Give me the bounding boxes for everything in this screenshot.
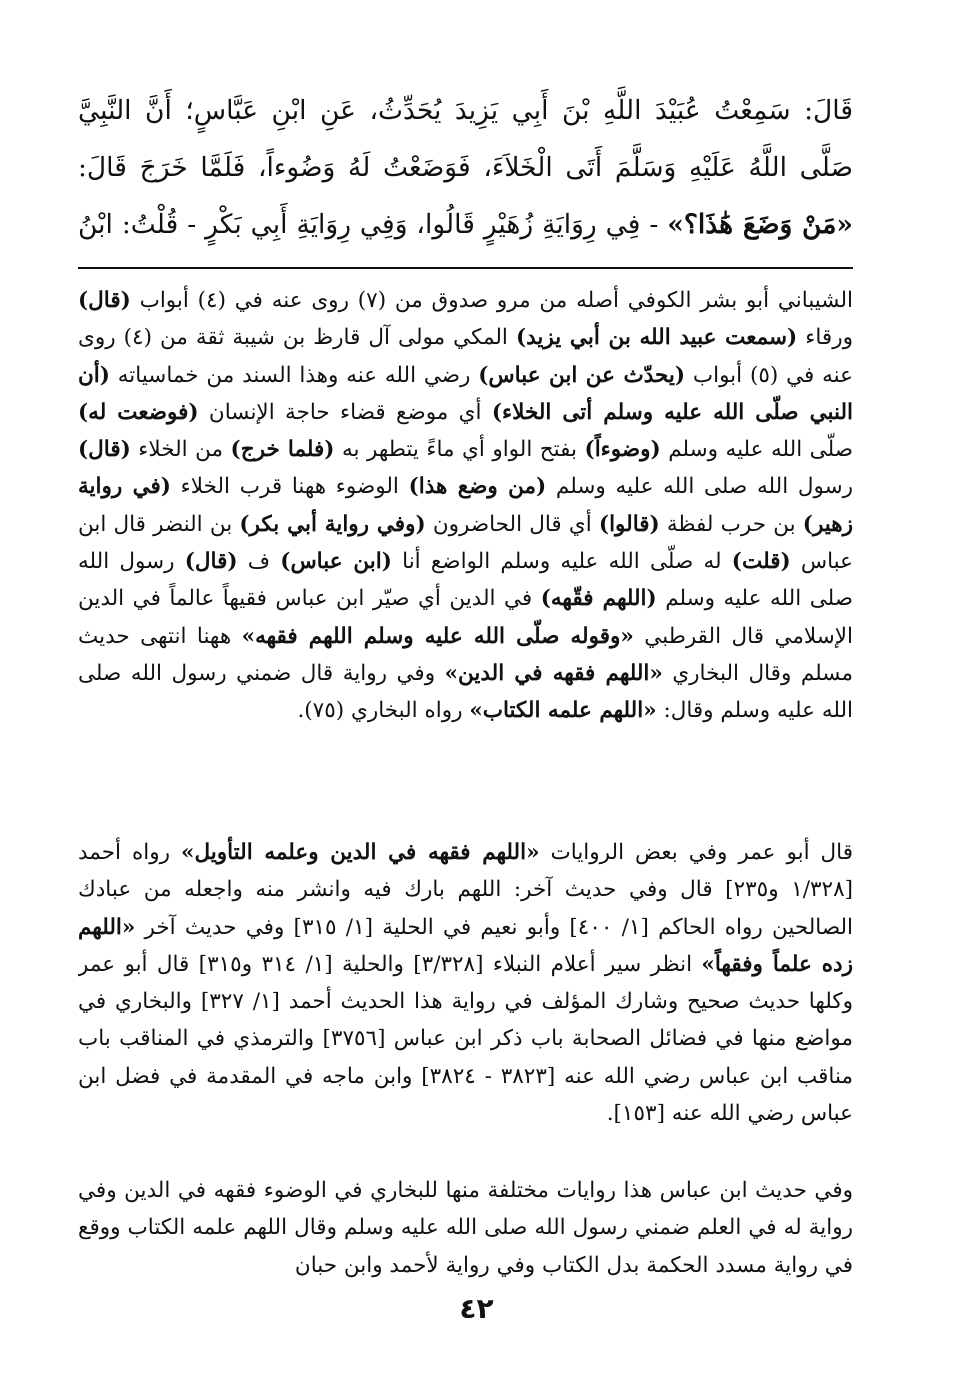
text-span: رواه البخاري (٧٥). — [297, 698, 470, 724]
bold-quote-span: «اللهم زده علماً وفقهاً» — [78, 914, 853, 977]
hadith-line-2: عَلَيْهِ وَسَلَّمَ أَتَى الْخَلاَءَ، فَوَضَعْتُ لَهُ وَضُوءاً، فَلَمَّا خَرَجَ قَالَ: — [78, 152, 736, 183]
bold-quote-span: (قلت) — [731, 549, 791, 575]
text-span: ورقاء — [797, 325, 853, 351]
footnote-separator — [78, 267, 853, 269]
bold-quote-span: (ابن عباس) — [280, 549, 392, 575]
bold-quote-span: «اللهم فقهه في الدين وعلمه التأويل» — [181, 840, 540, 865]
bold-quote-span: (فلما خرج) — [230, 437, 335, 463]
text-span: وفي رواية قال ضمني رسول الله صلى الله عليه وسلم وقال: — [78, 660, 853, 724]
text-span: قال أبو عمر وفي بعض الروايات — [539, 840, 853, 865]
text-span: رسول الله صلى الله عليه وسلم — [546, 474, 853, 500]
bold-quote-span: (اللهم فقّهه) — [540, 586, 657, 612]
commentary-paragraph-1 — [78, 282, 853, 804]
text-span: المكي مولى آل قارظ بن شيبة ثقة من (٤) روى عنه في (٥) أبواب — [78, 325, 853, 388]
text-span: ههنا انتهى حديث مسلم وقال البخاري — [78, 623, 853, 686]
commentary — [78, 282, 853, 1304]
text-span: رواه أحمد [١/٣٢٨ و٢٣٥] قال وفي حديث آخر: اللهم بارك فيه وانشر منه واجعله من عبادك الصالحين رواه الحاكم [١/ ٤٠٠] وأبو نعيم في الحلية [١/ ٣١٥] وفي حديث آخر — [78, 840, 853, 940]
hadith-quote-who-placed: «مَنْ وَضَعَ هَٰذَا؟» — [667, 209, 853, 240]
text-span: بن النضر قال ابن عباس — [78, 511, 853, 575]
text-span: له صلّى الله عليه وسلم الواضع أنا — [391, 549, 732, 575]
bold-quote-span: (فوضعت له) — [78, 399, 199, 425]
commentary-paragraph-3 — [78, 1172, 853, 1284]
hadith-line-1: قَالَ: سَمِعْتُ عُبَيْدَ اللَّهِ بْنَ أَبِي يَزِيدَ يُحَدِّثُ، عَنِ ابْنِ عَبَّاسٍ؛ أَنَّ النَّبِيَّ صَلَّى اللَّهُ — [78, 95, 853, 183]
bold-quote-span: (وفي رواية أبي بكر) — [239, 511, 426, 537]
text-span: أي موضع قضاء حاجة الإنسان — [198, 399, 492, 425]
bold-quote-span: (في رواية زهير) — [78, 474, 853, 537]
text-span: رضي الله عنه وهذا السند من خماسياته — [109, 362, 479, 388]
commentary-paragraph-2 — [78, 834, 853, 1134]
text-span: بفتح الواو أي ماءً يتطهر به — [334, 437, 585, 463]
text-span: الوضوء ههنا قرب الخلاء — [170, 474, 409, 500]
text-span: انظر سير أعلام النبلاء [٣/٣٢٨] والحلية [١/ ٣١٤ و٣١٥] قال أبو عمر وكلها حديث صحيح وشارك المؤلف في رواية هذا الحديث أحمد [١/ ٣٢٧] والبخاري في مواضع منها في فضائل الصحابة باب ذكر ابن عباس [٣٧٥٦] والترمذي في المناقب باب مناقب ابن عباس رضي الله عنه [٣٨٢٣ - ٣٨٢٤] وابن ماجه في المقدمة في فضل ابن عباس رضي الله عنه [١٥٣]. — [78, 951, 853, 1127]
bold-quote-span: (سمعت عبيد الله بن أبي يزيد) — [515, 325, 798, 351]
text-span: الشيباني أبو بشر الكوفي أصله من مرو صدوق من (٧) روى عنه في (٤) أبواب — [130, 288, 853, 313]
text-span: رسول الله صلى الله عليه وسلم — [78, 549, 853, 612]
page-number: ٤٢ — [459, 1292, 494, 1325]
hadith-dash: - — [649, 209, 659, 240]
bold-quote-span: (أن النبي صلّى الله عليه وسلم أتى الخلاء) — [78, 362, 853, 425]
bold-quote-span: (قال) — [184, 549, 238, 575]
bold-quote-span: (وضوءاً) — [584, 437, 661, 463]
hadith-text — [78, 82, 853, 253]
bold-quote-span: (قال) — [78, 437, 131, 463]
bold-quote-span: «اللهم فقهه في الدين» — [444, 660, 663, 686]
bold-quote-span: «وقوله صلّى الله عليه وسلم اللهم فقهه» — [241, 623, 634, 649]
bold-quote-span: (من وضع هذا) — [408, 474, 547, 500]
hadith-line-3: فِي رِوَايَةِ زُهَيْرٍ قَالُوا، وَفِي رِوَايَةِ أَبِي بَكْرٍ - قُلْتُ: ابْنُ — [78, 209, 641, 240]
bold-quote-span: (يحدّث عن ابن عباس) — [478, 362, 686, 388]
bold-quote-span: (قال) — [78, 288, 131, 313]
bold-quote-span: «اللهم علمه الكتاب» — [469, 698, 657, 724]
text-span: وفي حديث ابن عباس هذا روايات مختلفة منها للبخاري في الوضوء فقهه في الدين وفي رواية له في العلم ضمني رسول الله صلى الله عليه وسلم وقال اللهم علمه الكتاب ووقع في رواية مسدد الحكمة بدل الكتاب وفي رواية لأحمد وابن حبان — [78, 1178, 853, 1278]
text-span: صلّى الله عليه وسلم — [660, 437, 853, 463]
text-span: في الدين أي صيّر ابن عباس فقيهاً عالماً في الدين الإسلامي قال القرطبي — [78, 586, 853, 649]
bold-quote-span: (قالوا) — [598, 511, 660, 537]
text-span: أي قال الحاضرون — [425, 511, 599, 537]
text-span: بن حرب لفظة — [659, 511, 803, 537]
text-span: ف — [237, 549, 281, 575]
text-span: من الخلاء — [130, 437, 231, 463]
